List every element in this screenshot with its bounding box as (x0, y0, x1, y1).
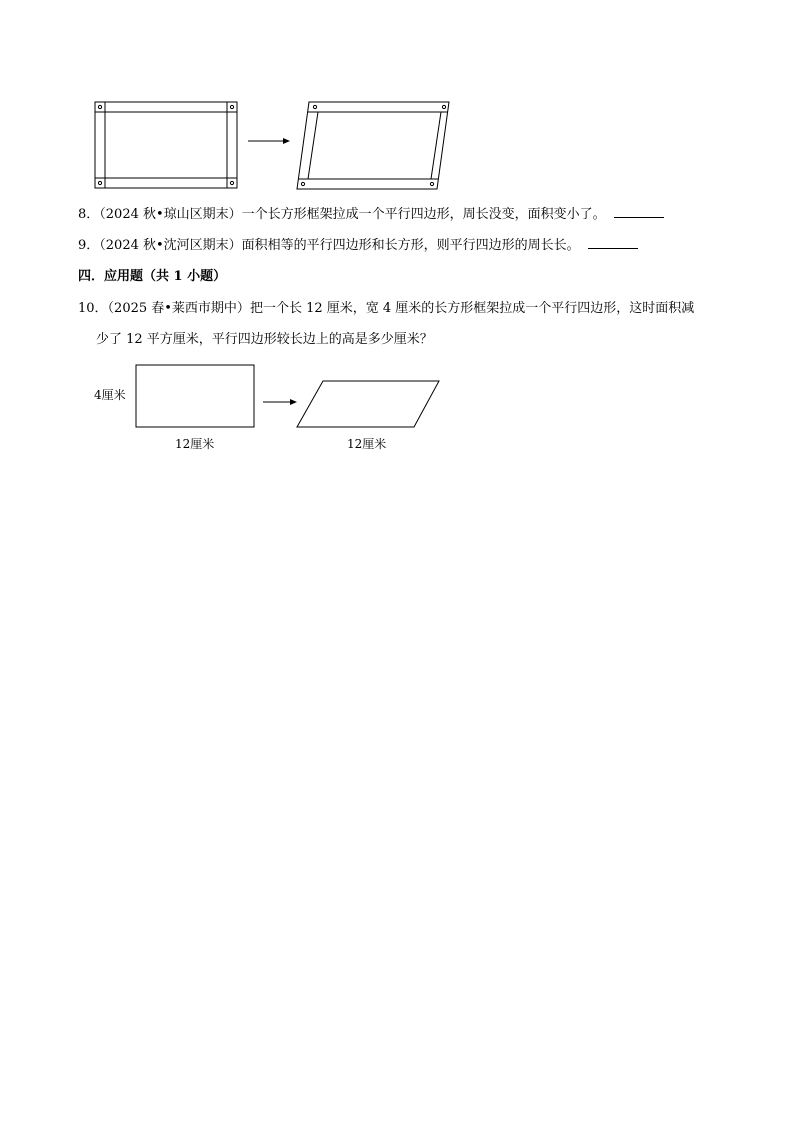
question-text: 一个长方形框架拉成一个平行四边形，周长没变，面积变小了。 (241, 207, 606, 222)
rectangle-width-label: 12厘米 (175, 437, 215, 451)
section-title: 四．应用题（共 1 小题） (78, 269, 227, 284)
question-source: （2024 秋•琼山区期末） (99, 207, 242, 222)
question-text-line2: 少了 12 平方厘米，平行四边形较长边上的高是多少厘米？ (96, 332, 433, 347)
parallelogram-shape (297, 381, 439, 427)
question-number: 10． (78, 301, 108, 316)
question-number: 8． (78, 207, 100, 222)
rectangle-height-label: 4厘米 (94, 388, 126, 402)
question-text: 面积相等的平行四边形和长方形，则平行四边形的周长长。 (241, 238, 580, 253)
question-source: （2024 秋•沈河区期末） (99, 238, 242, 253)
figure-arrow (263, 399, 297, 405)
parallelogram-base-label: 12厘米 (347, 437, 387, 451)
question-text-line1: 把一个长 12 厘米，宽 4 厘米的长方形框架拉成一个平行四边形，这时面积减 (249, 301, 695, 316)
question-source: （2025 春•莱西市期中） (107, 301, 250, 316)
question-number: 9． (78, 238, 100, 253)
rectangle-shape (136, 365, 254, 427)
